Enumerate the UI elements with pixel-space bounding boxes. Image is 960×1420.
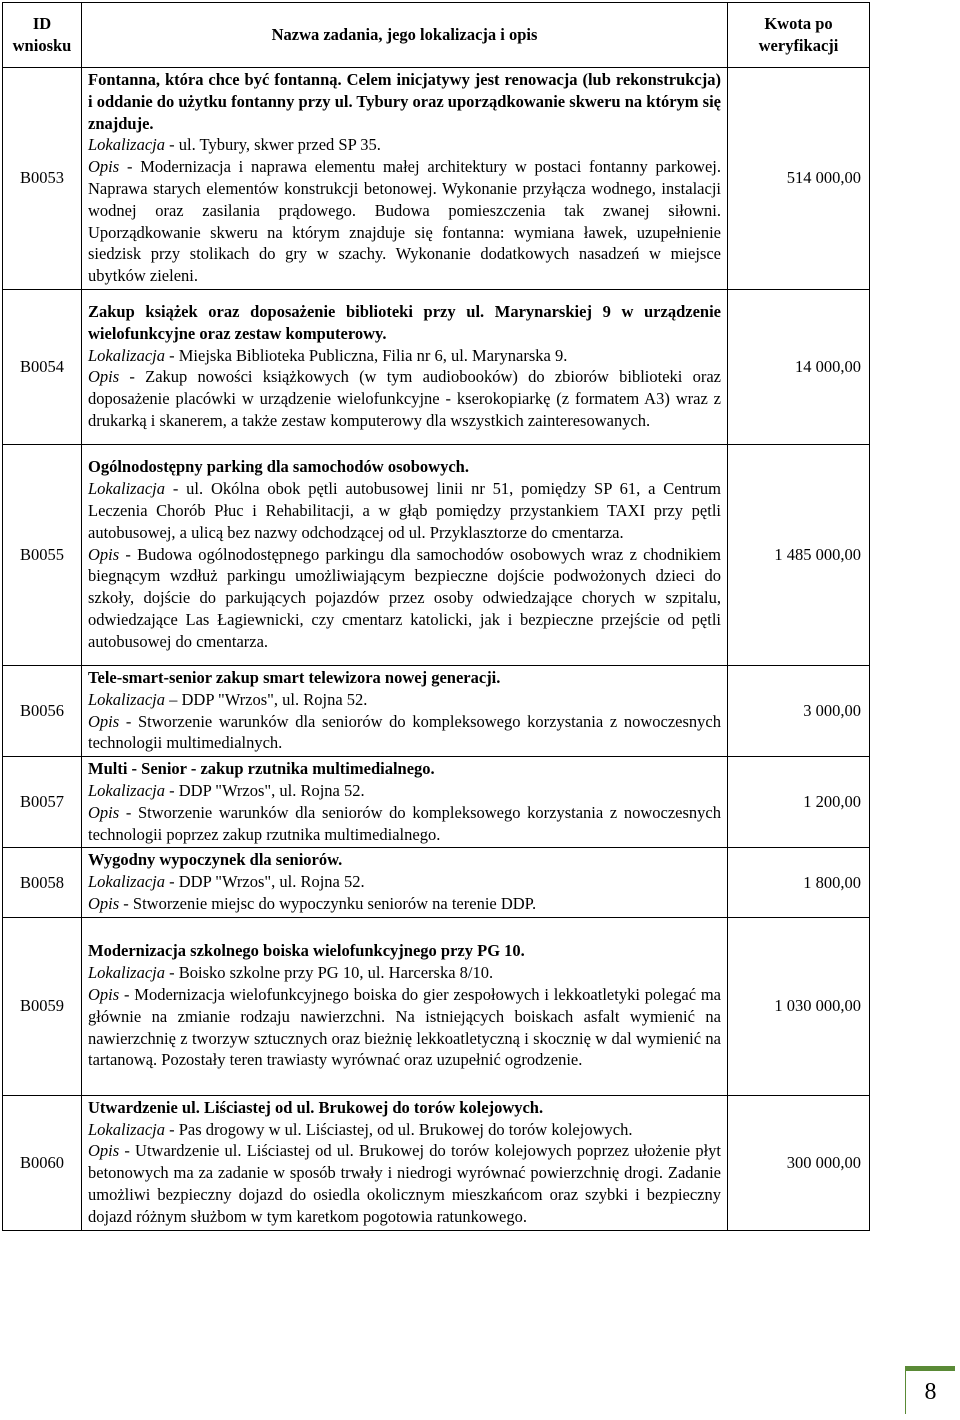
row-id: B0056 bbox=[3, 665, 82, 756]
opis-text: - Modernizacja i naprawa elementu małej architektury w postaci fontanny parkowej. Naprawa starych elementów konstrukcji betonowej. Wykonanie przyłącza wodnego, instalacji wodnej oraz zasilania prądowego. Budowa pomieszczenia tak zwanej siłowni. Uporządkowanie skweru na którym znajduje się fontanna: wymiana ławek, uzupełnienie siedzisk przy stolikach do gry w szachy. Wykonanie dodatkowych nasadzeń w miejsce ubytków zieleni. bbox=[88, 157, 721, 286]
row-id: B0055 bbox=[3, 444, 82, 665]
location-text: - Boisko szkolne przy PG 10, ul. Harcerska 8/10. bbox=[165, 963, 494, 983]
row-title: Fontanna, która chce być fontanną. Celem inicjatywy jest renowacja (lub rekonstrukcja) i oddanie do użytku fontanny przy ul. Tybury oraz uporządkowanie skweru na którym się znajduje. bbox=[88, 70, 721, 133]
row-description bbox=[82, 68, 728, 290]
location-text: - Pas drogowy w ul. Liściastej, od ul. Brukowej do torów kolejowych. bbox=[165, 1119, 633, 1139]
row-id: B0054 bbox=[3, 289, 82, 444]
location-label: Lokalizacja bbox=[88, 780, 165, 800]
opis-text: - Stworzenie miejsc do wypoczynku seniorów na terenie DDP. bbox=[119, 893, 537, 913]
table-row bbox=[3, 757, 870, 848]
opis-text: - Stworzenie warunków dla seniorów do kompleksowego korzystania z nowoczesnych technologii poprzez zakup rzutnika multimedialnego. bbox=[88, 802, 721, 844]
location-label: Lokalizacja bbox=[88, 963, 165, 983]
row-opis bbox=[88, 1140, 721, 1227]
row-id: B0059 bbox=[3, 917, 82, 1095]
location-text: - DDP "Wrzos", ul. Rojna 52. bbox=[165, 872, 365, 892]
row-description bbox=[82, 665, 728, 756]
table-row bbox=[3, 68, 870, 290]
row-title: Multi - Senior - zakup rzutnika multimedialnego. bbox=[88, 759, 435, 779]
row-amount: 1 800,00 bbox=[728, 848, 870, 917]
opis-text: - Zakup nowości książkowych (w tym audiobooków) do zbiorów biblioteki oraz doposażenie placówki w urządzenie wielofunkcyjne - kserokopiarkę (z formatem A3) wraz z drukarką i skanerem, a także zestaw komputerowy dla wszystkich zainteresowanych. bbox=[88, 367, 721, 431]
row-amount: 514 000,00 bbox=[728, 68, 870, 290]
row-location bbox=[88, 871, 721, 893]
row-description bbox=[82, 917, 728, 1095]
location-label: Lokalizacja bbox=[88, 345, 165, 365]
opis-label: Opis bbox=[88, 544, 120, 564]
opis-label: Opis bbox=[88, 157, 120, 177]
row-opis bbox=[88, 366, 721, 431]
row-description bbox=[82, 757, 728, 848]
row-amount: 1 030 000,00 bbox=[728, 917, 870, 1095]
header-id: ID wniosku bbox=[3, 3, 82, 68]
row-title: Utwardzenie ul. Liściastej od ul. Brukowej do torów kolejowych. bbox=[88, 1097, 544, 1117]
row-opis bbox=[88, 984, 721, 1071]
row-id: B0058 bbox=[3, 848, 82, 917]
row-description bbox=[82, 444, 728, 665]
row-location bbox=[88, 962, 721, 984]
opis-label: Opis bbox=[88, 802, 120, 822]
location-text: - Miejska Biblioteka Publiczna, Filia nr 6, ul. Marynarska 9. bbox=[165, 345, 568, 365]
row-opis bbox=[88, 802, 721, 846]
row-opis bbox=[88, 711, 721, 755]
location-text: – DDP "Wrzos", ul. Rojna 52. bbox=[165, 689, 368, 709]
row-location bbox=[88, 780, 721, 802]
table-row bbox=[3, 444, 870, 665]
row-amount: 1 200,00 bbox=[728, 757, 870, 848]
opis-label: Opis bbox=[88, 984, 120, 1004]
location-text: - DDP "Wrzos", ul. Rojna 52. bbox=[165, 780, 365, 800]
page-number: 8 bbox=[905, 1366, 955, 1414]
opis-text: - Modernizacja wielofunkcyjnego boiska do gier zespołowych i lekkoatletyki polegać ma głównie na zmianie rodzaju nawierzchni. Na istniejących boiskach asfalt wymienić na nawierzchnię z tworzyw sztucznych oraz bieżnię lekkoatletyczną i skocznię w dal wymienić na tartanową. Pozostały teren trawiasty wyrównać oraz uzupełnić ogrodzenie. bbox=[88, 984, 721, 1070]
row-opis bbox=[88, 544, 721, 653]
opis-label: Opis bbox=[88, 1141, 120, 1161]
opis-text: - Utwardzenie ul. Liściastej od ul. Brukowej do torów kolejowych poprzez ułożenie płyt betonowych ma za zadanie w sposób trwały i niedrogi wyrównać powierzchnię drogi. Zadanie umożliwi bezpieczny dojazd do osiedla okolicznym mieszkańcom oraz szybki i bezpieczny dojazd różnym służbom w tym karetkom pogotowia ratunkowego. bbox=[88, 1141, 721, 1226]
projects-table bbox=[2, 2, 870, 1231]
row-title: Ogólnodostępny parking dla samochodów osobowych. bbox=[88, 457, 469, 477]
row-id: B0053 bbox=[3, 68, 82, 290]
table-row bbox=[3, 917, 870, 1095]
row-location bbox=[88, 478, 721, 543]
table-header-row bbox=[3, 3, 870, 68]
row-title: Modernizacja szkolnego boiska wielofunkcyjnego przy PG 10. bbox=[88, 941, 525, 961]
row-opis bbox=[88, 156, 721, 287]
location-label: Lokalizacja bbox=[88, 689, 165, 709]
table-row bbox=[3, 289, 870, 444]
row-amount: 3 000,00 bbox=[728, 665, 870, 756]
row-opis bbox=[88, 893, 721, 915]
row-location bbox=[88, 1119, 721, 1141]
row-amount: 14 000,00 bbox=[728, 289, 870, 444]
row-title: Wygodny wypoczynek dla seniorów. bbox=[88, 850, 343, 870]
location-label: Lokalizacja bbox=[88, 872, 165, 892]
opis-text: - Budowa ogólnodostępnego parkingu dla samochodów osobowych wraz z chodnikiem biegnącym wzdłuż parkingu umożliwiającym bezpieczne dojście podwożonych dzieci do szkoły, dojście do parkujących pojazdów przez osoby odwiedzające chorych w szpitalu, odwiedzające Las Łagiewnicki, czy cmentarz katolicki, jak i bezpieczne przejście od pętli autobusowej do cmentarza. bbox=[88, 544, 721, 651]
table-row bbox=[3, 665, 870, 756]
table-row bbox=[3, 848, 870, 917]
opis-text: - Stworzenie warunków dla seniorów do kompleksowego korzystania z nowoczesnych technologii multimedialnych. bbox=[88, 711, 721, 753]
location-label: Lokalizacja bbox=[88, 479, 165, 499]
opis-label: Opis bbox=[88, 711, 120, 731]
row-description bbox=[82, 289, 728, 444]
row-description bbox=[82, 848, 728, 917]
opis-label: Opis bbox=[88, 893, 120, 913]
row-id: B0057 bbox=[3, 757, 82, 848]
row-amount: 1 485 000,00 bbox=[728, 444, 870, 665]
row-title: Tele-smart-senior zakup smart telewizora nowej generacji. bbox=[88, 667, 501, 687]
table-row bbox=[3, 1095, 870, 1230]
header-name: Nazwa zadania, jego lokalizacja i opis bbox=[82, 3, 728, 68]
row-id: B0060 bbox=[3, 1095, 82, 1230]
row-description bbox=[82, 1095, 728, 1230]
row-amount: 300 000,00 bbox=[728, 1095, 870, 1230]
row-location bbox=[88, 134, 721, 156]
opis-label: Opis bbox=[88, 367, 120, 387]
location-text: - ul. Okólna obok pętli autobusowej linii nr 51, pomiędzy SP 61, a Centrum Leczenia Chorób Płuc i Rehabilitacji, a w głąb pomiędzy przystankiem TAXI przy pętli autobusowej, a ulicą bez nazwy odchodzącej od ul. Przyklasztorze do cmentarza. bbox=[88, 479, 721, 542]
location-label: Lokalizacja bbox=[88, 135, 165, 155]
row-title: Zakup książek oraz doposażenie biblioteki przy ul. Marynarskiej 9 w urządzenie wielofunkcyjne oraz zestaw komputerowy. bbox=[88, 302, 721, 343]
row-location bbox=[88, 345, 721, 367]
location-text: - ul. Tybury, skwer przed SP 35. bbox=[165, 135, 381, 155]
row-location bbox=[88, 689, 721, 711]
header-amount: Kwota po weryfikacji bbox=[728, 3, 870, 68]
location-label: Lokalizacja bbox=[88, 1119, 165, 1139]
